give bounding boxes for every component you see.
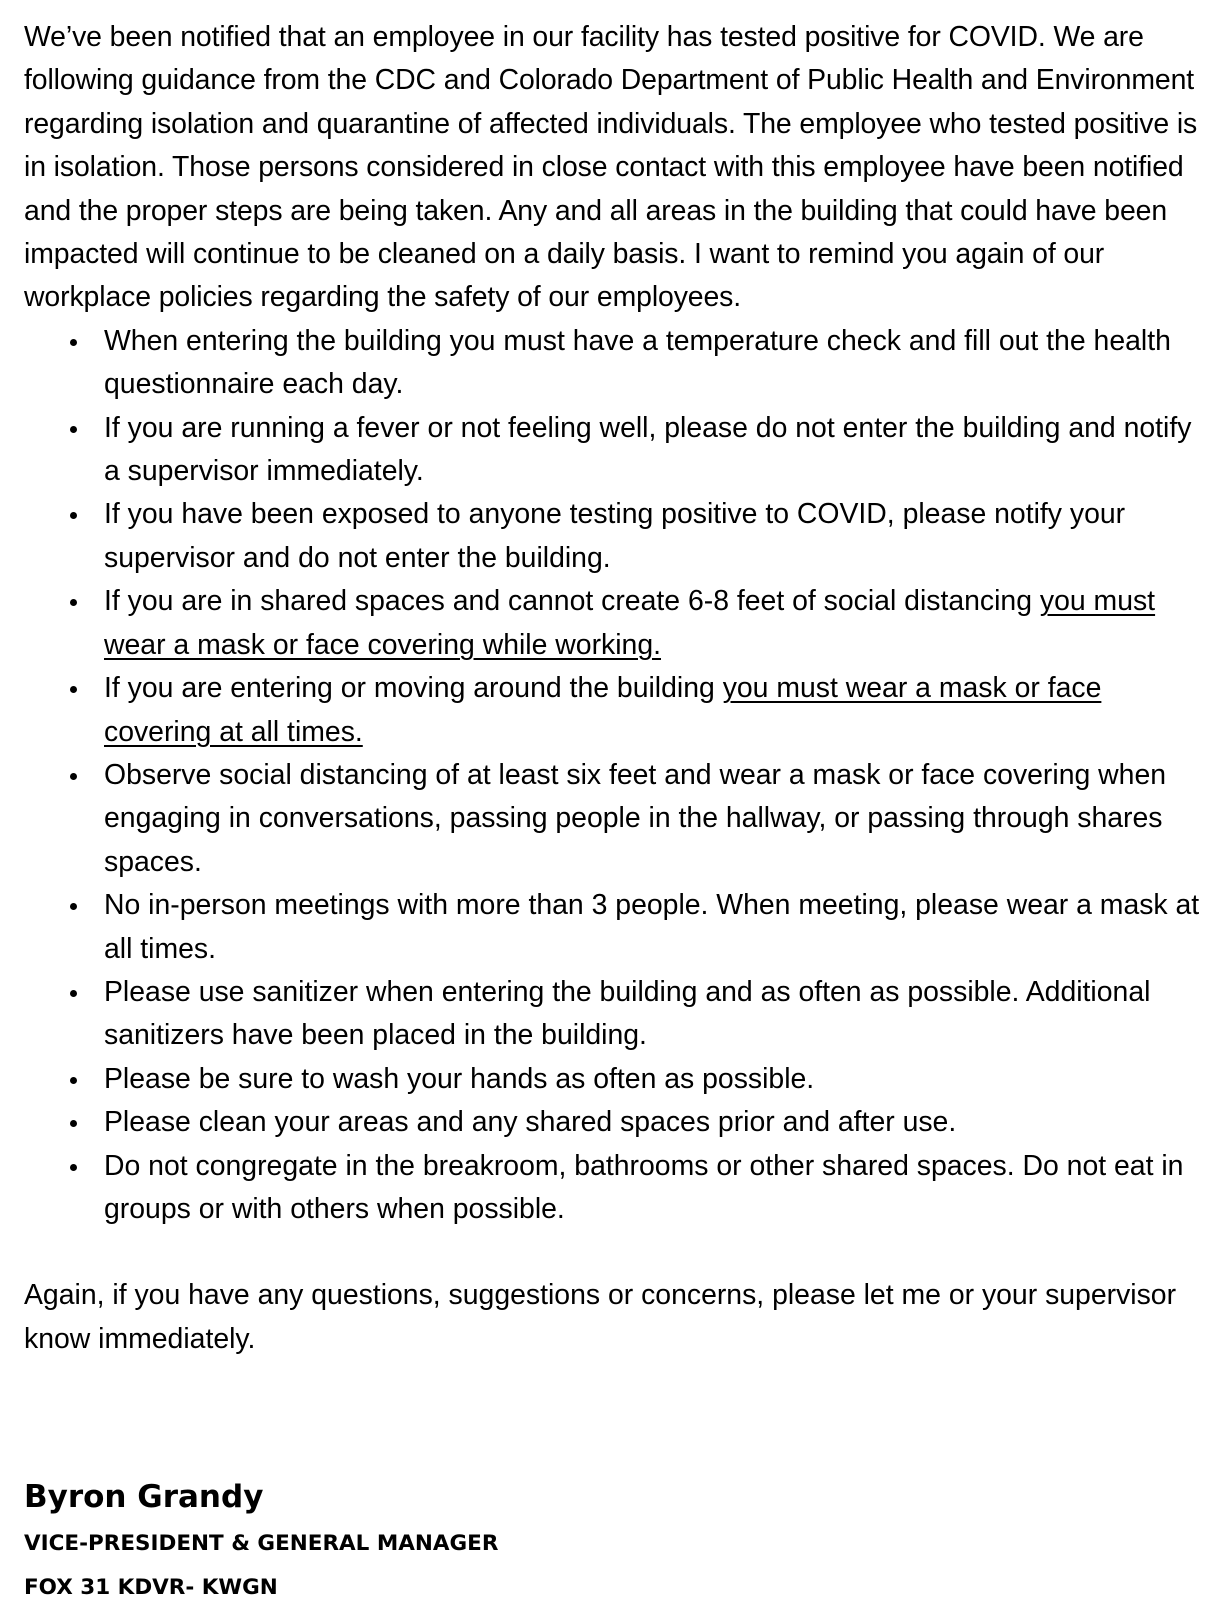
list-item bbox=[24, 1058, 1204, 1101]
policy-text: Please be sure to wash your hands as often as possible. bbox=[104, 1062, 815, 1095]
memo-body bbox=[24, 16, 1204, 1361]
bullet-icon bbox=[70, 686, 77, 693]
list-item bbox=[24, 667, 1204, 754]
list-item bbox=[24, 580, 1204, 667]
policy-text: Observe social distancing of at least six feet and wear a mask or face covering when engaging in conversations, passing people in the hallway, or passing through shares spaces. bbox=[104, 758, 1167, 878]
policy-text: If you have been exposed to anyone testing positive to COVID, please notify your supervisor and do not enter the building. bbox=[104, 498, 1126, 574]
bullet-icon bbox=[70, 990, 77, 997]
policy-text: Please use sanitizer when entering the building and as often as possible. Additional sanitizers have been placed in the building. bbox=[104, 975, 1151, 1052]
list-item bbox=[24, 754, 1204, 884]
list-item bbox=[24, 1145, 1204, 1232]
bullet-icon bbox=[70, 426, 77, 433]
bullet-icon bbox=[70, 512, 77, 519]
policy-text: Do not congregate in the breakroom, bathrooms or other shared spaces. Do not eat in groups or with others when possible. bbox=[104, 1149, 1184, 1225]
bullet-icon bbox=[70, 903, 77, 910]
list-item bbox=[24, 407, 1204, 494]
policy-text: No in-person meetings with more than 3 people. When meeting, please wear a mask at all times. bbox=[104, 889, 1200, 965]
list-item bbox=[24, 971, 1204, 1058]
signature-name: Byron Grandy bbox=[24, 1479, 264, 1515]
list-item bbox=[24, 493, 1204, 580]
policy-underlined-text: you must wear a mask or face covering while working. bbox=[104, 585, 1156, 661]
policy-list bbox=[24, 320, 1204, 1232]
bullet-icon bbox=[70, 599, 77, 606]
bullet-icon bbox=[70, 1164, 77, 1171]
intro-paragraph: We’ve been notified that an employee in our facility has tested positive for COVID. We are following guidance from the CDC and Colorado Department of Public Health and Environment regarding isolation and quarantine of affected individuals. The employee who tested positive is in isolation. Those persons considered in close contact with this employee have been notified and the proper steps are being taken. Any and all areas in the building that could have been impacted will continue to be cleaned on a daily basis. I want to remind you again of our workplace policies regarding the safety of our employees. bbox=[24, 21, 1198, 314]
policy-underlined-text: you must wear a mask or face covering at all times. bbox=[104, 672, 1102, 748]
list-item bbox=[24, 884, 1204, 971]
bullet-icon bbox=[70, 773, 77, 780]
policy-text: Please clean your areas and any shared spaces prior and after use. bbox=[104, 1106, 957, 1139]
bullet-icon bbox=[70, 1077, 77, 1084]
closing-paragraph: Again, if you have any questions, suggestions or concerns, please let me or your supervisor know immediately. bbox=[24, 1279, 1177, 1355]
bullet-icon bbox=[70, 1120, 77, 1127]
policy-text: If you are in shared spaces and cannot create 6-8 feet of social distancing bbox=[104, 585, 1040, 618]
signature-station: FOX 31 KDVR- KWGN bbox=[24, 1575, 278, 1600]
bullet-icon bbox=[70, 339, 77, 346]
policy-text: If you are entering or moving around the building bbox=[104, 672, 723, 705]
policy-text: When entering the building you must have a temperature check and fill out the health questionnaire each day. bbox=[104, 324, 1171, 401]
signature-title: VICE-PRESIDENT & GENERAL MANAGER bbox=[24, 1531, 499, 1556]
policy-text: If you are running a fever or not feeling well, please do not enter the building and notify a supervisor immediately. bbox=[104, 411, 1192, 488]
list-item bbox=[24, 320, 1204, 407]
list-item bbox=[24, 1101, 1204, 1144]
